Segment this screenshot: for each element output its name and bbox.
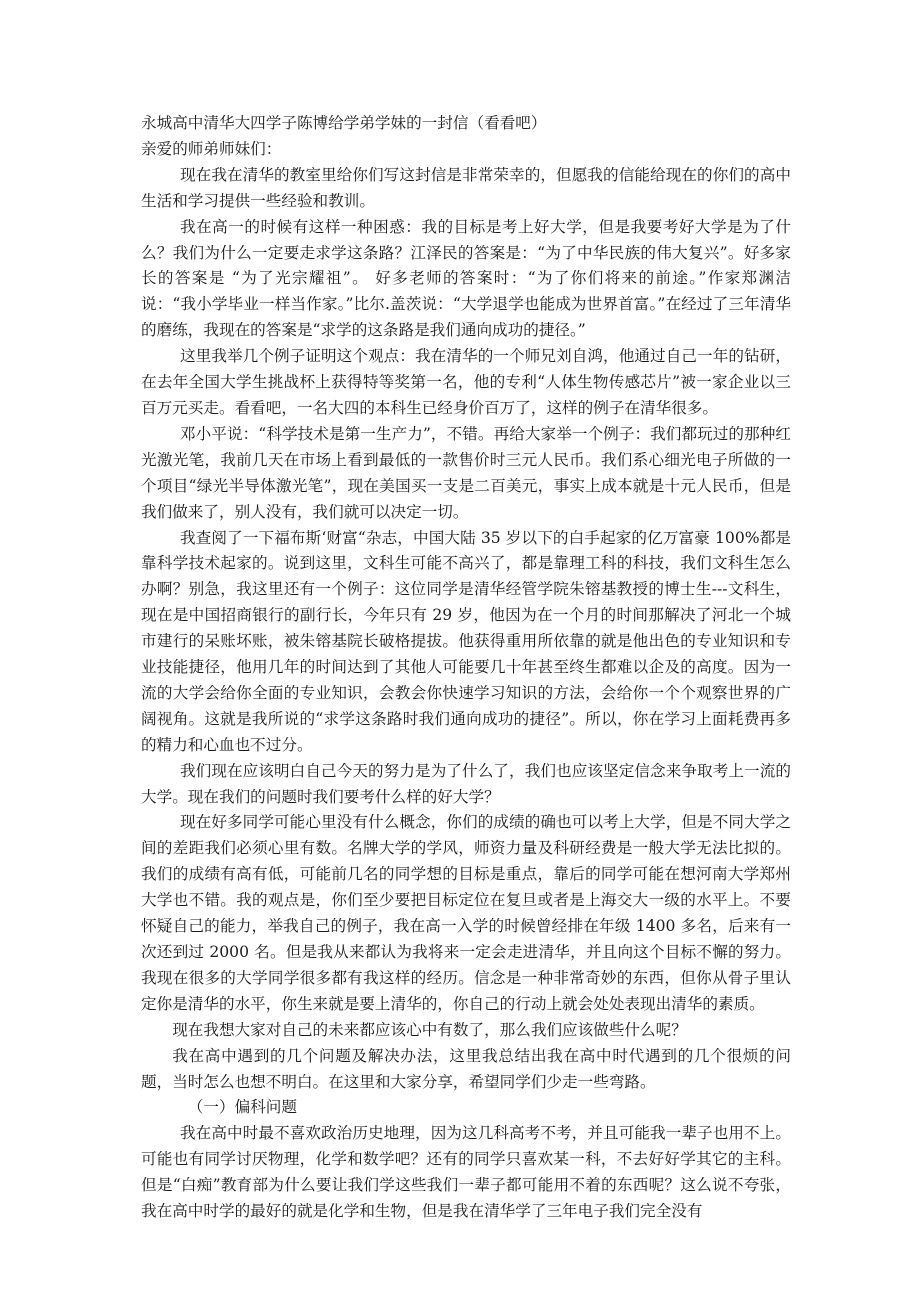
paragraph-problems-intro: 我在高中遇到的几个问题及解决办法，这里我总结出我在高中时代遇到的几个很烦的问题，当时怎么也想不明白。在这里和大家分享，希望同学们少走一些弯路。 <box>141 1046 791 1091</box>
paragraph-science-tech: 邓小平说：“科学技术是第一生产力”，不错。再给大家举一个例子：我们都玩过的那种红光激光笔，我前几天在市场上看到最低的一款售价时三元人民币。我们系心细光电子所做的一个项目“绿光半导体激光笔”，现在美国买一支是二百美元，事实上成本就是十元人民币，但是我们做来了，别人没有，我们就可以决定一切。 <box>141 424 791 521</box>
paragraph-forbes: 我查阅了一下福布斯‘财富“杂志，中国大陆 35 岁以下的白手起家的亿万富豪 100%都是靠科学技术起家的。说到这里，文科生可能不高兴了，都是靠理工科的科技，我们文科生怎么办啊？别急，我这里还有一个例子：这位同学是清华经管学院朱镕基教授的博士生---文科生，现在是中国招商银行的副行长，今年只有 29 岁，他因为在一个月的时间那解决了河北一个城市建行的呆账坏账，被朱镕基院长破格提拔。他获得重用所依靠的就是他出色的专业知识和专业技能捷径，他用几年的时间达到了其他人可能要几十年甚至终生都难以企及的高度。因为一流的大学会给你全面的专业知识，会教会你快速学习知识的方法，会给你一个个观察世界的广阔视角。这就是我所说的“求学这条路时我们通向成功的捷径”。所以，你在学习上面耗费再多的精力和心血也不过分。 <box>141 528 791 754</box>
paragraph-university-gap: 现在好多同学可能心里没有什么概念，你们的成绩的确也可以考上大学，但是不同大学之间的差距我们必须心里有数。名牌大学的学风，师资力量及科研经费是一般大学无法比拟的。我们的成绩有高有低，可能前几名的同学想的目标是重点，靠后的同学可能在想河南大学郑州大学也不错。我的观点是，你们至少要把目标定位在复旦或者是上海交大一级的水平上。不要怀疑自己的能力，举我自己的例子，我在高一入学的时候曾经排在年级 1400 多名，后来有一次还到过 2000 名。但是我从来都认为我将来一定会走进清华，并且向这个目标不懈的努力。我现在很多的大学同学很多都有我这样的经历。信念是一种非常奇妙的东西，但你从骨子里认定你是清华的水平，你生来就是要上清华的，你自己的行动上就会处处表现出清华的素质。 <box>141 813 791 1013</box>
paragraph-goal: 我们现在应该明白自己今天的努力是为了什么了，我们也应该坚定信念来争取考上一流的大学。现在我们的问题时我们要考什么样的好大学？ <box>141 761 791 806</box>
section-heading-partial-subject: （一）偏科问题 <box>187 1098 297 1117</box>
paragraph-question: 我在高一的时候有这样一种困惑：我的目标是考上好大学，但是我要考好大学是为了什么？我们为什么一定要走求学这条路？江泽民的答案是：“为了中华民族的伟大复兴”。好多家长的答案是 “为了光宗耀祖”。 好多老师的答案时：“为了你们将来的前途。”作家郑渊洁说：“我小学毕业一样当作家。”比尔.盖茨说：“大学退学也能成为世界首富。”在经过了三年清华的磨练，我现在的答案是“求学的这条路是我们通向成功的捷径。” <box>141 217 791 340</box>
paragraph-what-to-do: 现在我想大家对自己的未来都应该心中有数了，那么我们应该做些什么呢？ <box>172 1020 687 1039</box>
paragraph-partial-subject: 我在高中时最不喜欢政治历史地理，因为这几科高考不考，并且可能我一辈子也用不上。可能也有同学讨厌物理，化学和数学吧？还有的同学只喜欢某一科，不去好好学其它的主科。但是“白痴”教育部为什么要让我们学这些我们一辈子都可能用不着的东西呢？这么说不夸张，我在高中时学的最好的就是化学和生物，但是我在清华学了三年电子我们完全没有 <box>141 1124 791 1221</box>
paragraph-intro: 现在我在清华的教室里给你们写这封信是非常荣幸的，但愿我的信能给现在的你们的高中生活和学习提供一些经验和教训。 <box>141 165 791 210</box>
paragraph-example-senior: 这里我举几个例子证明这个观点：我在清华的一个师兄刘自鸿，他通过自己一年的钻研，在去年全国大学生挑战杯上获得特等奖第一名，他的专利“人体生物传感芯片”被一家企业以三百万元买走。看看吧，一名大四的本科生已经身价百万了，这样的例子在清华很多。 <box>141 347 791 417</box>
letter-title: 永城高中清华大四学子陈博给学弟学妹的一封信（看看吧） <box>141 114 547 132</box>
letter-body <box>141 111 791 1225</box>
salutation: 亲爱的师弟师妹们： <box>141 139 282 158</box>
